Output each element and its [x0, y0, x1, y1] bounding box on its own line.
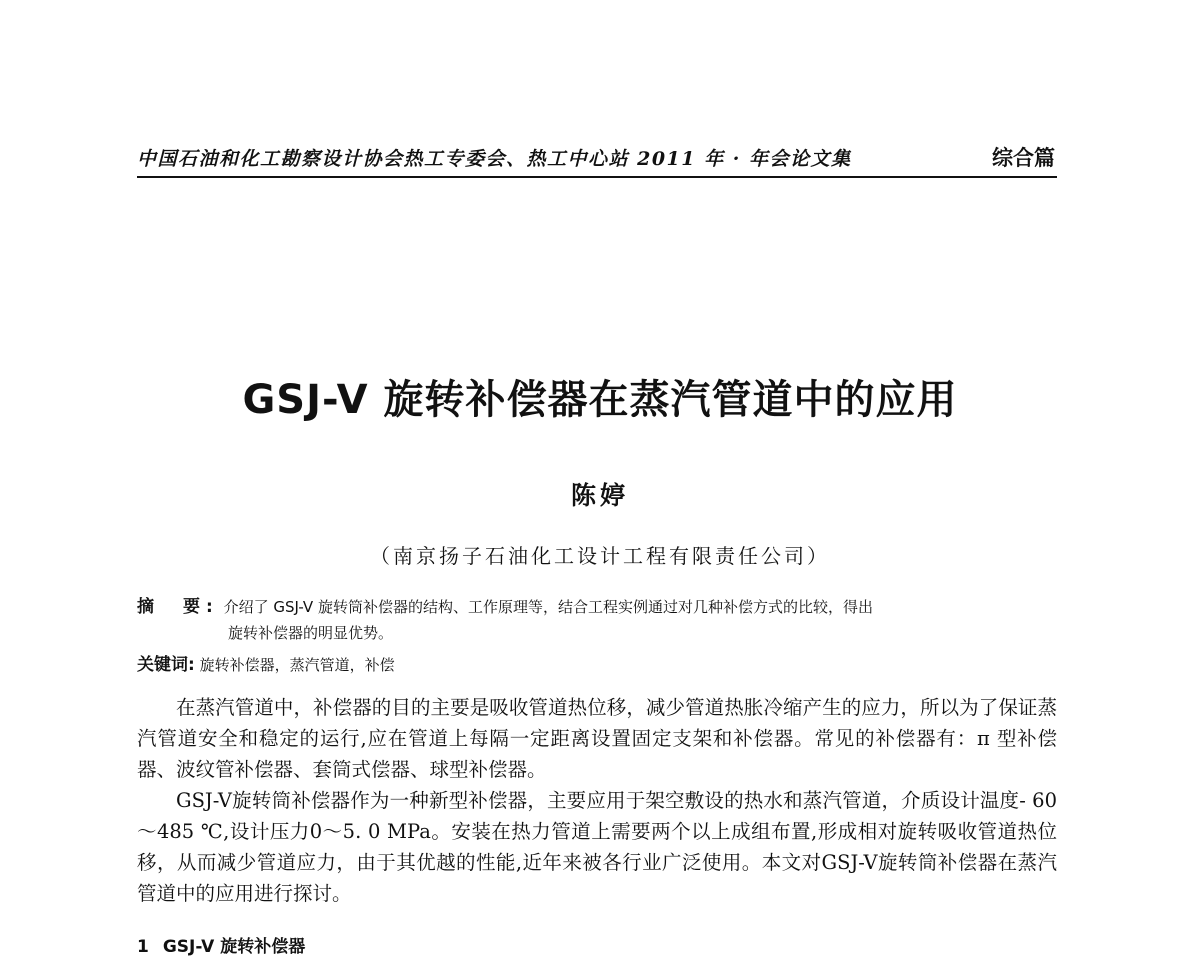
body-paragraph-1: 在蒸汽管道中，补偿器的目的主要是吸收管道热位移，减少管道热胀冷缩产生的应力，所以为了保证蒸汽管道安全和稳定的运行,应在管道上每隔一定距离设置固定支架和补偿器。常见的补偿器有：π 型补偿器、波纹管补偿器、套筒式偿器、球型补偿器。 — [137, 696, 1057, 781]
body-paragraph-2: GSJ-V旋转筒补偿器作为一种新型补偿器，主要应用于架空敷设的热水和蒸汽管道，介质设计温度- 60～485 ℃,设计压力0～5. 0 MPa。安装在热力管道上需要两个以上成组布置,形成相对旋转吸收管道热位移，从而减少管道应力，由于其优越的性能,近年来被各行业广泛使用。本文对GSJ-V旋转筒补偿器在蒸汽管道中的应用进行探讨。 — [137, 789, 1057, 905]
keywords-text: 旋转补偿器，蒸汽管道，补偿 — [199, 656, 395, 674]
section-title: GSJ-V 旋转补偿器 — [162, 937, 306, 957]
abstract-text-line1: 介绍了 GSJ-V 旋转筒补偿器的结构、工作原理等，结合工程实例通过对几种补偿方式的比较，得出 — [223, 598, 873, 616]
author-name: 陈婷 — [570, 481, 629, 510]
abstract — [137, 594, 1057, 646]
abstract-text-line2: 旋转补偿器的明显优势。 — [228, 624, 394, 642]
running-header — [137, 140, 1057, 178]
section-category: 综合篇 — [992, 145, 1055, 170]
journal-header-text: 中国石油和化工勘察设计协会热工专委会、热工中心站 2011 年 · 年会论文集 — [137, 148, 852, 170]
paper-title: GSJ-V 旋转补偿器在蒸汽管道中的应用 — [242, 377, 958, 423]
author-affiliation: （南京扬子石油化工设计工程有限责任公司） — [370, 544, 830, 568]
abstract-label: 摘 要: — [137, 597, 219, 617]
keywords — [137, 650, 395, 675]
section-number: 1 — [137, 937, 149, 957]
section-heading — [137, 932, 305, 957]
keywords-label: 关键词: — [137, 655, 195, 675]
body-text — [137, 692, 1057, 909]
